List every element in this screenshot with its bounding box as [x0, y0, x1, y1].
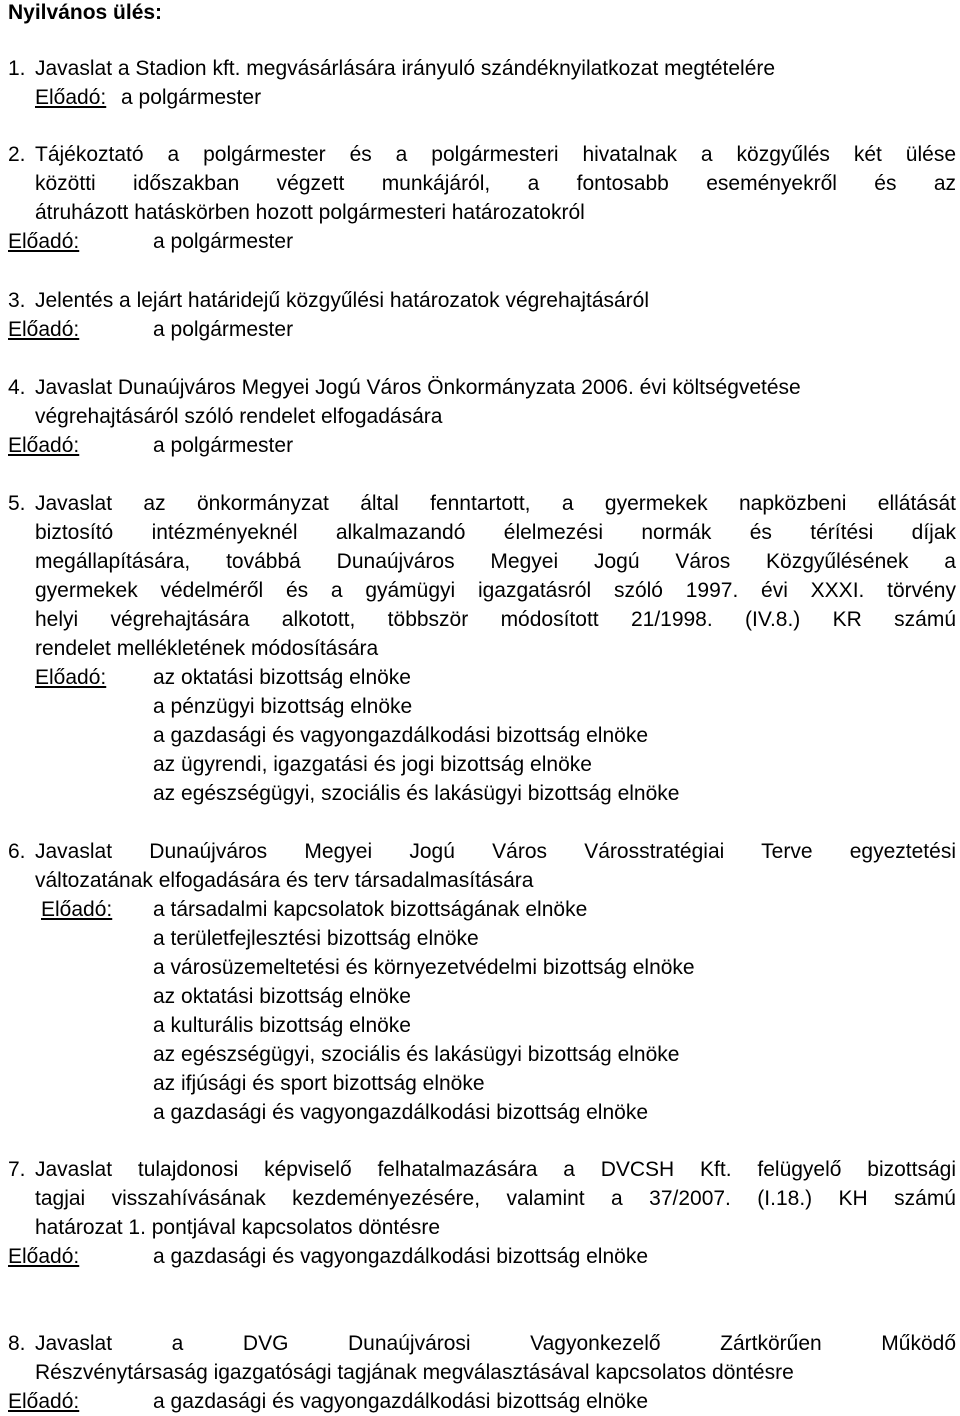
presenter-label: Előadó:: [35, 666, 107, 689]
section-heading: Nyilvános ülés:: [8, 1, 163, 24]
item-number: 4.: [8, 376, 26, 399]
presenter-label: Előadó:: [8, 318, 80, 341]
presenter-name: a kulturális bizottság elnöke: [153, 1014, 411, 1037]
presenters-block: [8, 227, 956, 256]
item-number: 5.: [8, 492, 26, 515]
item-text-line: gyermekek védelméről és a gyámügyi igazgatásról szóló 1997. évi XXXI. törvény: [35, 579, 956, 602]
presenters-block: [8, 1387, 956, 1416]
presenters-block: [8, 1242, 956, 1271]
item-text-line: végrehajtásáról szóló rendelet elfogadására: [35, 405, 443, 428]
item-number: 7.: [8, 1158, 26, 1181]
item-number: 3.: [8, 289, 26, 312]
presenter-label: Előadó:: [8, 1390, 80, 1413]
presenter-name: a pénzügyi bizottság elnöke: [153, 695, 413, 718]
presenter-name: a társadalmi kapcsolatok bizottságának elnöke: [153, 898, 588, 921]
item-text-line: átruházott hatáskörben hozott polgármesteri határozatokról: [35, 201, 585, 224]
item-text-line: Tájékoztató a polgármester és a polgármesteri hivatalnak a közgyűlés két ülése: [35, 143, 956, 166]
presenter-name: az ügyrendi, igazgatási és jogi bizottság elnöke: [153, 753, 592, 776]
presenter-label: Előadó:: [41, 898, 113, 921]
agenda-item-1: [8, 54, 956, 112]
presenter-name: a városüzemeltetési és környezetvédelmi bizottság elnöke: [153, 956, 695, 979]
item-text-line: közötti időszakban végzett munkájáról, a fontosabb eseményekről és az: [35, 172, 956, 195]
presenters-block: [8, 663, 956, 808]
presenter-name: az egészségügyi, szociális és lakásügyi bizottság elnöke: [153, 1043, 680, 1066]
item-text-line: helyi végrehajtására alkotott, többször módosított 21/1998. (IV.8.) KR számú: [35, 608, 956, 631]
item-number: 8.: [8, 1332, 26, 1355]
presenter-name: a polgármester: [153, 434, 294, 457]
item-text-line: Javaslat tulajdonosi képviselő felhatalmazására a DVCSH Kft. felügyelő bizottsági: [35, 1158, 956, 1181]
item-text-line: tagjai visszahívásának kezdeményezésére, valamint a 37/2007. (I.18.) KH számú: [35, 1187, 956, 1210]
agenda-item-2: [8, 140, 956, 256]
agenda-item-8: [8, 1329, 956, 1416]
presenter-label: Előadó:: [8, 1245, 80, 1268]
item-text-line: Javaslat Dunaújváros Megyei Jogú Város Önkormányzata 2006. évi költségvetése: [35, 376, 801, 399]
item-text-line: Javaslat Dunaújváros Megyei Jogú Város Városstratégiai Terve egyeztetési: [35, 840, 956, 863]
agenda-item-6: [8, 837, 956, 1127]
item-text-line: határozat 1. pontjával kapcsolatos döntésre: [35, 1216, 441, 1239]
presenters-block: [8, 895, 956, 1127]
agenda-item-4: [8, 373, 956, 460]
item-text-line: változatának elfogadására és terv társadalmasítására: [35, 869, 534, 892]
item-text-line: Javaslat a Stadion kft. megvásárlására irányuló szándéknyilatkozat megtételére: [35, 57, 776, 80]
item-text-line: megállapítására, továbbá Dunaújváros Megyei Jogú Város Közgyűlésének a: [35, 550, 956, 573]
item-text-line: Részvénytársaság igazgatósági tagjának megválasztásával kapcsolatos döntésre: [35, 1361, 794, 1384]
item-number: 2.: [8, 143, 26, 166]
item-text-line: Jelentés a lejárt határidejű közgyűlési határozatok végrehajtásáról: [35, 289, 650, 312]
agenda-item-7: [8, 1155, 956, 1271]
presenters-block: [8, 83, 956, 112]
presenter-label: Előadó:: [35, 86, 107, 109]
item-text-line: Javaslat a DVG Dunaújvárosi Vagyonkezelő Zártkörűen Működő: [35, 1332, 956, 1355]
presenter-name: a gazdasági és vagyongazdálkodási bizottság elnöke: [153, 1390, 649, 1413]
presenter-name: a polgármester: [153, 230, 294, 253]
agenda-item-3: [8, 286, 956, 344]
item-text-line: rendelet mellékletének módosítására: [35, 637, 379, 660]
presenter-name: a területfejlesztési bizottság elnöke: [153, 927, 479, 950]
presenter-name: a gazdasági és vagyongazdálkodási bizottság elnöke: [153, 1245, 649, 1268]
presenter-name: az oktatási bizottság elnöke: [153, 985, 411, 1008]
agenda-item-5: [8, 489, 956, 808]
item-text-line: biztosító intézményeknél alkalmazandó élelmezési normák és térítési díjak: [35, 521, 956, 544]
presenter-name: a gazdasági és vagyongazdálkodási bizottság elnöke: [153, 724, 649, 747]
presenter-name: az ifjúsági és sport bizottság elnöke: [153, 1072, 485, 1095]
presenter-name: az oktatási bizottság elnöke: [153, 666, 411, 689]
item-text-line: Javaslat az önkormányzat által fenntartott, a gyermekek napközbeni ellátását: [35, 492, 956, 515]
presenters-block: [8, 431, 956, 460]
presenter-label: Előadó:: [8, 230, 80, 253]
item-number: 6.: [8, 840, 26, 863]
presenter-name: a gazdasági és vagyongazdálkodási bizottság elnöke: [153, 1101, 649, 1124]
presenters-block: [8, 315, 956, 344]
presenter-label: Előadó:: [8, 434, 80, 457]
presenter-name: a polgármester: [121, 86, 262, 109]
presenter-name: a polgármester: [153, 318, 294, 341]
presenter-name: az egészségügyi, szociális és lakásügyi bizottság elnöke: [153, 782, 680, 805]
item-number: 1.: [8, 57, 26, 80]
